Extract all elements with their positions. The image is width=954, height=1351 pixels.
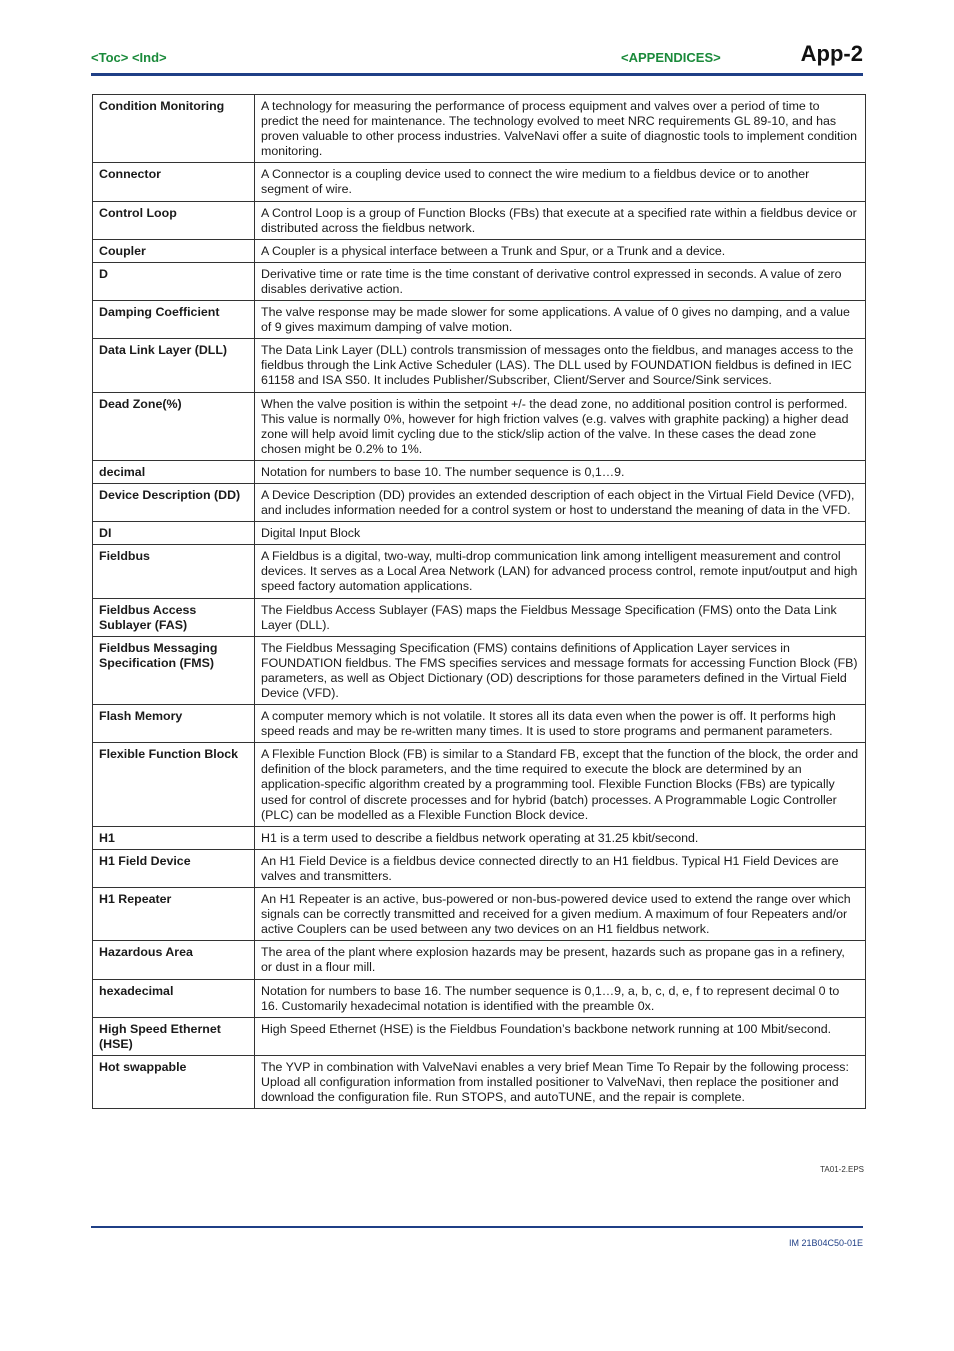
- figure-label: TA01-2.EPS: [820, 1165, 864, 1174]
- glossary-definition: Notation for numbers to base 10. The number sequence is 0,1…9.: [255, 460, 866, 483]
- appendices-link[interactable]: <APPENDICES>: [621, 50, 721, 65]
- glossary-term: High Speed Ethernet (HSE): [93, 1017, 255, 1055]
- table-row: [93, 979, 866, 1017]
- glossary-term: Hot swappable: [93, 1055, 255, 1108]
- glossary-term: Flash Memory: [93, 705, 255, 743]
- glossary-definition: A Control Loop is a group of Function Blocks (FBs) that execute at a specified rate within a fieldbus device or distributed across the fieldbus network.: [255, 201, 866, 239]
- glossary-definition: A computer memory which is not volatile. It stores all its data even when the power is off. It performs high speed reads and may be re-written many times. It is used to store programs and permanent parameters.: [255, 705, 866, 743]
- glossary-definition: A Flexible Function Block (FB) is similar to a Standard FB, except that the function of the block, the order and definition of the block parameters, and the time required to execute the block are determined by an application-specific algorithm created by a programming tool. Flexible Function Blocks (FBs) are typically used for control of discrete processes and for hybrid (batch) processes. A Programmable Logic Controller (PLC) can be modelled as a Flexible Function Block device.: [255, 743, 866, 826]
- toc-link[interactable]: <Toc>: [91, 50, 129, 65]
- table-row: [93, 743, 866, 826]
- document-number: IM 21B04C50-01E: [788, 1238, 863, 1248]
- page-header: [91, 40, 863, 74]
- table-row: [93, 522, 866, 545]
- table-row: [93, 849, 866, 887]
- table-row: [93, 545, 866, 598]
- table-row: [93, 301, 866, 339]
- glossary-definition: An H1 Repeater is an active, bus-powered or non-bus-powered device used to extend the range over which signals can be correctly transmitted and received for a given medium. A maximum of four Repeaters and/or active Couplers can be used between any two devices on an H1 fieldbus network.: [255, 888, 866, 941]
- glossary-term: Dead Zone(%): [93, 392, 255, 460]
- glossary-definition: The YVP in combination with ValveNavi enables a very brief Mean Time To Repair by the following process: Upload all configuration information from installed positioner to ValveNavi, then replace the positioner and download the configuration file. Run STOPS, and autoTUNE, and the repair is complete.: [255, 1055, 866, 1108]
- table-row: [93, 392, 866, 460]
- table-row: [93, 705, 866, 743]
- page-id: App-2: [800, 41, 863, 66]
- table-row: [93, 826, 866, 849]
- glossary-term: H1: [93, 826, 255, 849]
- glossary-definition: Notation for numbers to base 16. The number sequence is 0,1…9, a, b, c, d, e, f to represent decimal 0 to 16. Customarily hexadecimal notation is identified with the preamble 0x.: [255, 979, 866, 1017]
- glossary-term: Fieldbus: [93, 545, 255, 598]
- table-row: [93, 163, 866, 201]
- nav-links: [91, 50, 167, 65]
- table-row: [93, 201, 866, 239]
- glossary-definition: The Fieldbus Access Sublayer (FAS) maps the Fieldbus Message Specification (FMS) onto the Data Link Layer (DLL).: [255, 598, 866, 636]
- glossary-term: hexadecimal: [93, 979, 255, 1017]
- table-row: [93, 1055, 866, 1108]
- glossary-term: D: [93, 262, 255, 300]
- table-row: [93, 239, 866, 262]
- glossary-definition: Digital Input Block: [255, 522, 866, 545]
- glossary-body: [93, 95, 866, 1109]
- glossary-definition: The Data Link Layer (DLL) controls transmission of messages onto the fieldbus, and manages access to the fieldbus through the Link Active Scheduler (LAS). The DLL used by FOUNDATION fieldbus is defined in IEC 61158 and ISA S50. It includes Publisher/Subscriber, Client/Server and Source/Sink services.: [255, 339, 866, 392]
- glossary-term: Device Description (DD): [93, 483, 255, 521]
- header-rule: [91, 73, 863, 76]
- table-row: [93, 888, 866, 941]
- glossary-term: H1 Field Device: [93, 849, 255, 887]
- table-row: [93, 95, 866, 163]
- table-row: [93, 636, 866, 704]
- glossary-term: Fieldbus Access Sublayer (FAS): [93, 598, 255, 636]
- ind-link[interactable]: <Ind>: [131, 50, 167, 65]
- glossary-term: Coupler: [93, 239, 255, 262]
- glossary-term: DI: [93, 522, 255, 545]
- glossary-term: Damping Coefficient: [93, 301, 255, 339]
- table-row: [93, 262, 866, 300]
- glossary-definition: The Fieldbus Messaging Specification (FMS) contains definitions of Application Layer services in FOUNDATION fieldbus. The FMS specifies services and message formats for accessing Function Block (FB) parameters, as well as Object Dictionary (OD) descriptions for those parameters defined in the Virtual Field Device (VFD).: [255, 636, 866, 704]
- table-row: [93, 460, 866, 483]
- glossary-definition: H1 is a term used to describe a fieldbus network operating at 31.25 kbit/second.: [255, 826, 866, 849]
- table-row: [93, 483, 866, 521]
- glossary-term: Fieldbus Messaging Specification (FMS): [93, 636, 255, 704]
- footer-rule: [91, 1226, 863, 1228]
- glossary-term: Data Link Layer (DLL): [93, 339, 255, 392]
- table-row: [93, 339, 866, 392]
- glossary-table: [92, 94, 866, 1109]
- glossary-term: Flexible Function Block: [93, 743, 255, 826]
- glossary-term: decimal: [93, 460, 255, 483]
- glossary-definition: A Coupler is a physical interface between a Trunk and Spur, or a Trunk and a device.: [255, 239, 866, 262]
- table-row: [93, 598, 866, 636]
- glossary-definition: The valve response may be made slower for some applications. A value of 0 gives no damping, and a value of 9 gives maximum damping of valve motion.: [255, 301, 866, 339]
- glossary-term: H1 Repeater: [93, 888, 255, 941]
- glossary-term: Control Loop: [93, 201, 255, 239]
- glossary-definition: Derivative time or rate time is the time constant of derivative control expressed in seconds. A value of zero disables derivative action.: [255, 262, 866, 300]
- glossary-term: Condition Monitoring: [93, 95, 255, 163]
- glossary-definition: A technology for measuring the performance of process equipment and valves over a period of time to predict the need for maintenance. The technology evolved to meet NRC requirements GL 89-10, and has proven valuable to other process industries. ValveNavi offer a suite of diagnostic tools to implement condition monitoring.: [255, 95, 866, 163]
- glossary-definition: A Device Description (DD) provides an extended description of each object in the Virtual Field Device (VFD), and includes information needed for a control system or host to understand the meaning of data in the VFD.: [255, 483, 866, 521]
- glossary-definition: A Fieldbus is a digital, two-way, multi-drop communication link among intelligent measurement and control devices. It serves as a Local Area Network (LAN) for advanced process control, remote input/output and high speed factory automation applications.: [255, 545, 866, 598]
- glossary-definition: The area of the plant where explosion hazards may be present, hazards such as propane gas in a refinery, or dust in a flour mill.: [255, 941, 866, 979]
- glossary-term: Connector: [93, 163, 255, 201]
- table-row: [93, 941, 866, 979]
- table-row: [93, 1017, 866, 1055]
- glossary-definition: High Speed Ethernet (HSE) is the Fieldbus Foundation’s backbone network running at 100 Mbit/second.: [255, 1017, 866, 1055]
- glossary-definition: When the valve position is within the setpoint +/- the dead zone, no additional position control is performed. This value is normally 0%, however for high friction valves (e.g. valves with graphite packing) a higher dead zone will help avoid limit cycling due to the stick/slip action of the valve. In these cases the dead zone chosen might be 0.2% to 1%.: [255, 392, 866, 460]
- glossary-term: Hazardous Area: [93, 941, 255, 979]
- glossary-definition: A Connector is a coupling device used to connect the wire medium to a fieldbus device or to another segment of wire.: [255, 163, 866, 201]
- glossary-definition: An H1 Field Device is a fieldbus device connected directly to an H1 fieldbus. Typical H1 Field Devices are valves and transmitters.: [255, 849, 866, 887]
